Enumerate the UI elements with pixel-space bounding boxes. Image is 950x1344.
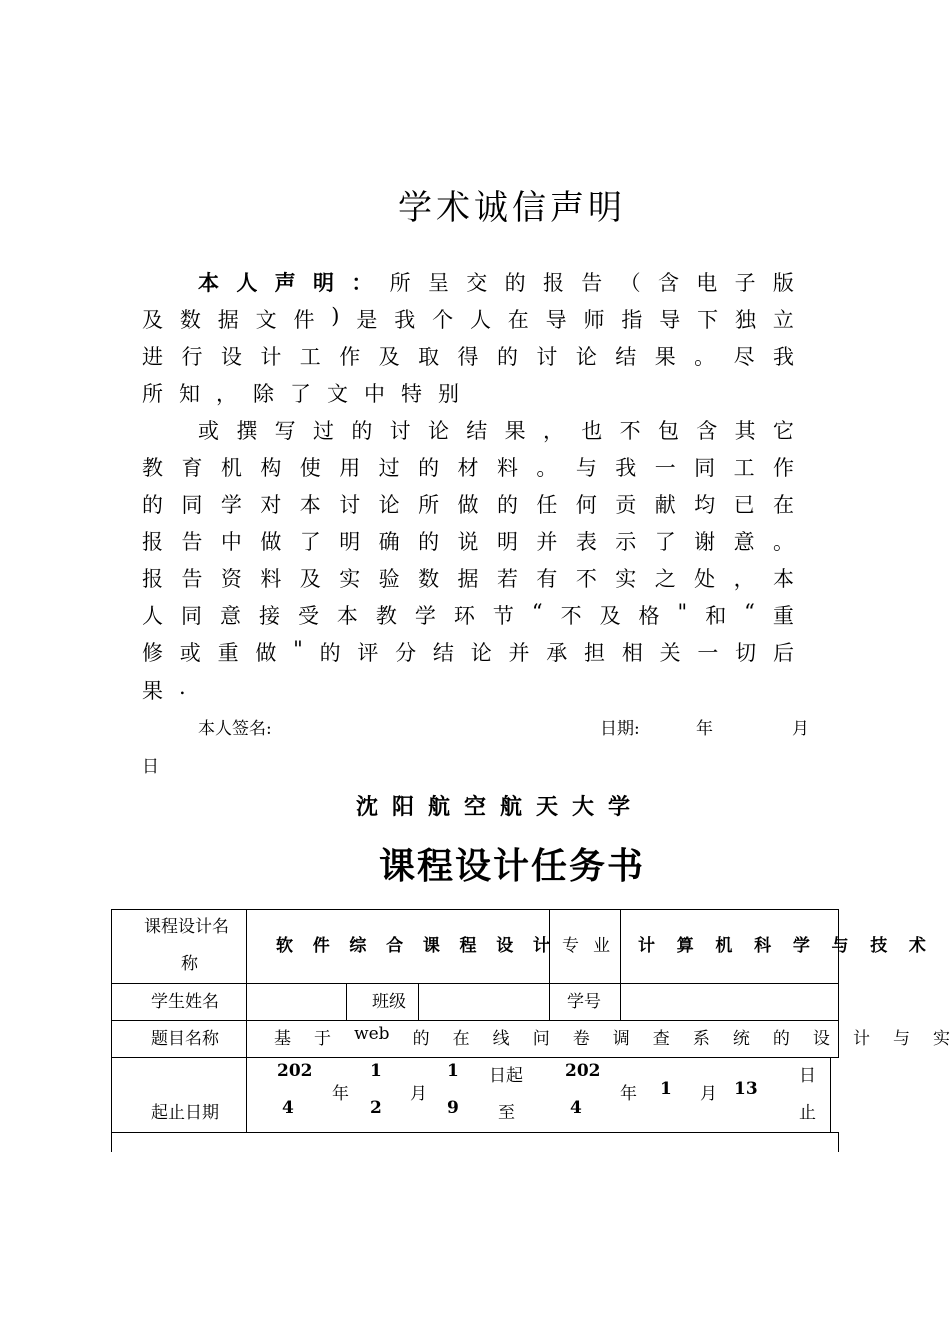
end-year-part1: 202: [565, 1061, 601, 1081]
start-year-part1: 202: [277, 1061, 313, 1081]
signature-label: 本人签名:: [198, 719, 272, 739]
topic-label: 题目名称: [151, 1029, 219, 1049]
course-name-value: 软 件 综 合 课 程 设 计: [276, 936, 550, 956]
university-name: 沈阳航空航天大学: [355, 794, 644, 820]
declaration-line: 报 告 资 料 及 实 验 数 据 若 有 不 实 之 处 ， 本: [142, 567, 794, 591]
declaration-line: 报 告 中 做 了 明 确 的 说 明 并 表 示 了 谢 意 。: [142, 530, 794, 554]
day-label: 日: [142, 757, 159, 777]
end-day-unit: 日: [799, 1066, 816, 1086]
course-name-label-line1: 课程设计名: [144, 917, 229, 937]
start-month-part1: 1: [370, 1061, 382, 1081]
start-day-part1: 1: [447, 1061, 459, 1081]
declaration-line: 或 撰 写 过 的 讨 论 结 果 ， 也 不 包 含 其 它: [198, 419, 794, 443]
end-year-part2: 4: [570, 1098, 582, 1118]
declaration-line: 修 或 重 做 " 的 评 分 结 论 并 承 担 相 关 一 切 后: [142, 637, 794, 665]
to-label: 至: [498, 1103, 515, 1123]
declaration-line: 教 育 机 构 使 用 过 的 材 料 。 与 我 一 同 工 作: [142, 456, 794, 480]
end-day: 13: [734, 1079, 758, 1099]
course-name-label-line2: 称: [181, 954, 198, 974]
class-label: 班级: [372, 992, 406, 1012]
major-value: 计 算 机 科 学 与 技 术: [638, 936, 926, 956]
start-label: 日起: [489, 1066, 523, 1086]
major-label: 专业: [562, 936, 624, 956]
id-label: 学号: [567, 992, 601, 1012]
start-year-part2: 4: [282, 1098, 294, 1118]
declaration-line: 进 行 设 计 工 作 及 取 得 的 讨 论 结 果 。 尽 我: [142, 345, 794, 369]
student-value-cell[interactable]: [246, 983, 347, 1021]
declaration-line: 本 人 声 明 ： 所 呈 交 的 报 告 （ 含 电 子 版: [198, 270, 794, 295]
topic-value: 基 于 web 的 在 线 问 卷 调 查 系 统 的 设 计 与 实: [274, 1024, 950, 1049]
declaration-line: 的 同 学 对 本 讨 论 所 做 的 任 何 贡 献 均 已 在: [142, 493, 794, 517]
start-day-part2: 9: [447, 1098, 459, 1118]
declaration-line: 果 .: [142, 675, 186, 703]
declaration-title: 学术诚信声明: [398, 188, 626, 228]
start-year-unit: 年: [332, 1084, 349, 1104]
declaration-line: 所 知 ， 除 了 文 中 特 别: [142, 382, 459, 406]
declaration-line: 及 数 据 文 件 ) 是 我 个 人 在 导 师 指 导 下 独 立: [142, 304, 794, 332]
student-label: 学生姓名: [151, 992, 219, 1012]
end-label: 止: [799, 1103, 816, 1123]
task-title: 课程设计任务书: [378, 845, 645, 887]
end-month: 1: [660, 1079, 672, 1099]
end-month-unit: 月: [700, 1084, 717, 1104]
start-month-part2: 2: [370, 1098, 382, 1118]
class-value-cell[interactable]: [418, 983, 550, 1021]
year-label: 年: [696, 719, 713, 739]
dates-label: 起止日期: [151, 1103, 219, 1123]
id-value-cell[interactable]: [620, 983, 839, 1021]
next-row-cell: [111, 1132, 839, 1152]
end-year-unit: 年: [620, 1084, 637, 1104]
month-label: 月: [792, 719, 809, 739]
start-month-unit: 月: [410, 1084, 427, 1104]
date-label: 日期:: [600, 719, 640, 739]
declaration-line: 人 同 意 接 受 本 教 学 环 节 “ 不 及 格 " 和 “ 重: [142, 600, 794, 628]
